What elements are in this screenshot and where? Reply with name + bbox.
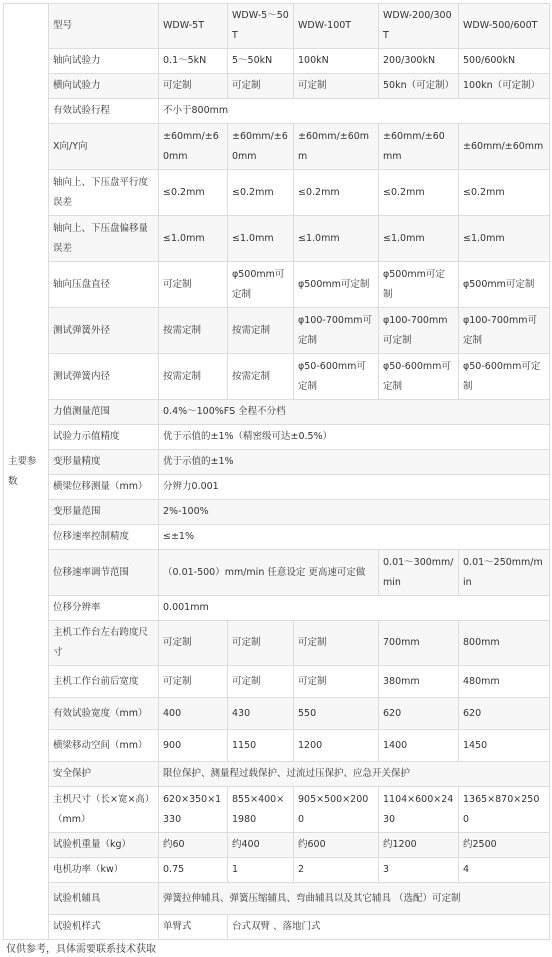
table-row [4, 596, 550, 621]
row-label: 主机工作台左右跨度尺寸 [49, 621, 159, 666]
row-label: 试验力示值精度 [49, 425, 159, 450]
table-row [4, 170, 550, 216]
table-cell: ≤±1% [159, 525, 550, 550]
table-row [4, 475, 550, 500]
table-row [4, 762, 550, 787]
row-label: 横梁位移测量（mm） [49, 475, 159, 500]
table-cell: 1400 [379, 730, 459, 762]
table-cell: 1 [228, 858, 294, 883]
table-cell: WDW-5T [159, 4, 228, 49]
table-cell: WDW-500/600T [459, 4, 550, 49]
table-cell: 可定制 [159, 74, 228, 99]
table-cell: 700mm [379, 621, 459, 666]
table-row [4, 450, 550, 475]
table-cell: 按需定制 [228, 354, 294, 400]
table-cell: ≤0.2mm [228, 170, 294, 216]
table-cell: ±60mm/±60mm [459, 124, 550, 170]
table-cell: 不小于800mm [159, 99, 550, 124]
table-row [4, 858, 550, 883]
table-cell: 380mm [379, 666, 459, 698]
table-cell: φ500mm可定制 [459, 262, 550, 308]
row-label: 试验机重量（kg） [49, 833, 159, 858]
table-cell: 905×500×2000 [294, 787, 379, 833]
table-cell: 50kn（可定制） [379, 74, 459, 99]
table-cell: 0.75 [159, 858, 228, 883]
table-cell: 620 [459, 698, 550, 730]
table-cell: 可定制 [294, 74, 379, 99]
row-label: 变形量精度 [49, 450, 159, 475]
table-cell: 可定制 [159, 262, 228, 308]
group-label: 主要参数 [4, 4, 49, 940]
table-cell: 按需定制 [159, 354, 228, 400]
table-cell: ±60mm/±60mm [294, 124, 379, 170]
table-cell: ≤0.2mm [294, 170, 379, 216]
table-cell: 1200 [294, 730, 379, 762]
row-label: 力值测量范围 [49, 400, 159, 425]
row-label: 测试弹簧外径 [49, 308, 159, 354]
table-row [4, 730, 550, 762]
table-cell: 100kn（可定制） [459, 74, 550, 99]
table-cell: φ50-600mm可定制 [379, 354, 459, 400]
table-cell: 台式双臂 、落地门式 [228, 915, 550, 940]
table-cell: 可定制 [159, 621, 228, 666]
table-cell: ≤1.0mm [159, 216, 228, 262]
table-row [4, 308, 550, 354]
table-cell: ≤1.0mm [228, 216, 294, 262]
row-label: 轴向压盘直径 [49, 262, 159, 308]
row-label: 横梁移动空间（mm） [49, 730, 159, 762]
table-row [4, 400, 550, 425]
table-cell: 430 [228, 698, 294, 730]
table-cell: 0.4%～100%FS 全程不分档 [159, 400, 550, 425]
table-cell: 500/600kN [459, 49, 550, 74]
table-cell: 1150 [228, 730, 294, 762]
table-cell: 480mm [459, 666, 550, 698]
table-cell: WDW-5～50T [228, 4, 294, 49]
footnote: 仅供参考，具体需要联系技术获取 [6, 944, 156, 955]
row-label: 主机工作台前后宽度 [49, 666, 159, 698]
table-row [4, 4, 550, 49]
row-label: 有效试验行程 [49, 99, 159, 124]
table-cell: φ50-600mm可定制 [294, 354, 379, 400]
spec-table [3, 3, 550, 940]
row-label: 有效试验宽度（mm） [49, 698, 159, 730]
table-row [4, 49, 550, 74]
table-cell: φ500mm可定制 [228, 262, 294, 308]
table-cell: ≤0.2mm [379, 170, 459, 216]
row-label: 轴向上、下压盘偏移量误差 [49, 216, 159, 262]
table-cell: 约60 [159, 833, 228, 858]
table-row [4, 525, 550, 550]
table-row [4, 500, 550, 525]
row-label: 轴向上、下压盘平行度误差 [49, 170, 159, 216]
table-row [4, 915, 550, 940]
table-cell: 可定制 [294, 666, 379, 698]
table-cell: 0.01～300mm/min [379, 550, 459, 596]
table-row [4, 550, 550, 596]
table-cell: φ100-700mm可定制 [294, 308, 379, 354]
table-cell: 100kN [294, 49, 379, 74]
table-cell: 弹簧拉伸辅具、弹簧压缩辅具、弯曲辅具以及其它辅具 （选配）可定制 [159, 883, 550, 915]
table-row [4, 354, 550, 400]
table-cell: 可定制 [159, 666, 228, 698]
row-label: 轴向试验力 [49, 49, 159, 74]
row-label: 横向试验力 [49, 74, 159, 99]
table-cell: 855×400×1980 [228, 787, 294, 833]
table-cell: 可定制 [228, 74, 294, 99]
table-cell: 400 [159, 698, 228, 730]
table-cell: ≤0.2mm [159, 170, 228, 216]
table-cell: 5～50kN [228, 49, 294, 74]
table-cell: 按需定制 [228, 308, 294, 354]
table-cell: 0.1～5kN [159, 49, 228, 74]
table-cell: 优于示值的±1% [159, 450, 550, 475]
row-label: 测试弹簧内径 [49, 354, 159, 400]
row-label: 主机尺寸（长×宽×高）（mm） [49, 787, 159, 833]
row-label: 试验机样式 [49, 915, 159, 940]
table-cell: 约2500 [459, 833, 550, 858]
table-cell: 约600 [294, 833, 379, 858]
table-cell: ±60mm/±60mm [228, 124, 294, 170]
table-cell: ≤0.2mm [459, 170, 550, 216]
table-cell: 2%-100% [159, 500, 550, 525]
table-cell: 分辨力0.001 [159, 475, 550, 500]
table-cell: 按需定制 [159, 308, 228, 354]
table-cell: 800mm [459, 621, 550, 666]
table-cell: φ100-700mm可定制 [459, 308, 550, 354]
table-cell: ≤1.0mm [294, 216, 379, 262]
table-cell: 0.01～250mm/min [459, 550, 550, 596]
table-row [4, 666, 550, 698]
table-cell: φ50-600mm可定制 [459, 354, 550, 400]
table-cell: 620×350×1330 [159, 787, 228, 833]
table-cell: 1365×870×2500 [459, 787, 550, 833]
table-cell: ±60mm/±60mm [159, 124, 228, 170]
row-label: 位移速率控制精度 [49, 525, 159, 550]
table-cell: ≤1.0mm [459, 216, 550, 262]
table-cell: WDW-100T [294, 4, 379, 49]
table-cell: 900 [159, 730, 228, 762]
table-cell: 550 [294, 698, 379, 730]
table-cell: （0.01-500）mm/min 任意设定 更高速可定做 [159, 550, 379, 596]
table-cell: φ500mm可定制 [294, 262, 379, 308]
table-cell: ≤1.0mm [379, 216, 459, 262]
row-label: 试验机辅具 [49, 883, 159, 915]
spec-table-body [4, 4, 550, 940]
table-cell: 200/300kN [379, 49, 459, 74]
row-label: 型号 [49, 4, 159, 49]
table-cell: 2 [294, 858, 379, 883]
table-cell: φ500mm可定制 [379, 262, 459, 308]
table-cell: 3 [379, 858, 459, 883]
row-label: 安全保护 [49, 762, 159, 787]
table-cell: 约400 [228, 833, 294, 858]
table-cell: 单臂式 [159, 915, 228, 940]
table-cell: 1450 [459, 730, 550, 762]
table-cell: φ100-700mm可定制 [379, 308, 459, 354]
table-row [4, 883, 550, 915]
table-row [4, 833, 550, 858]
table-cell: 1104×600×2430 [379, 787, 459, 833]
row-label: 位移分辨率 [49, 596, 159, 621]
table-cell: 优于示值的±1%（精密级可达±0.5%） [159, 425, 550, 450]
table-cell: 4 [459, 858, 550, 883]
table-row [4, 99, 550, 124]
table-cell: 限位保护、测量程过载保护、过流过压保护、应急开关保护 [159, 762, 550, 787]
table-row [4, 425, 550, 450]
table-cell: 可定制 [228, 621, 294, 666]
row-label: 变形量范围 [49, 500, 159, 525]
table-cell: 0.001mm [159, 596, 550, 621]
table-cell: WDW-200/300T [379, 4, 459, 49]
table-cell: ±60mm/±60mm [379, 124, 459, 170]
table-cell: 可定制 [228, 666, 294, 698]
table-row [4, 262, 550, 308]
row-label: X向/Y向 [49, 124, 159, 170]
table-cell: 620 [379, 698, 459, 730]
table-row [4, 124, 550, 170]
table-row [4, 621, 550, 666]
table-row [4, 698, 550, 730]
table-row [4, 74, 550, 99]
table-row [4, 787, 550, 833]
row-label: 位移速率调节范围 [49, 550, 159, 596]
table-row [4, 216, 550, 262]
table-cell: 约1200 [379, 833, 459, 858]
table-cell: 可定制 [294, 621, 379, 666]
row-label: 电机功率（kw） [49, 858, 159, 883]
